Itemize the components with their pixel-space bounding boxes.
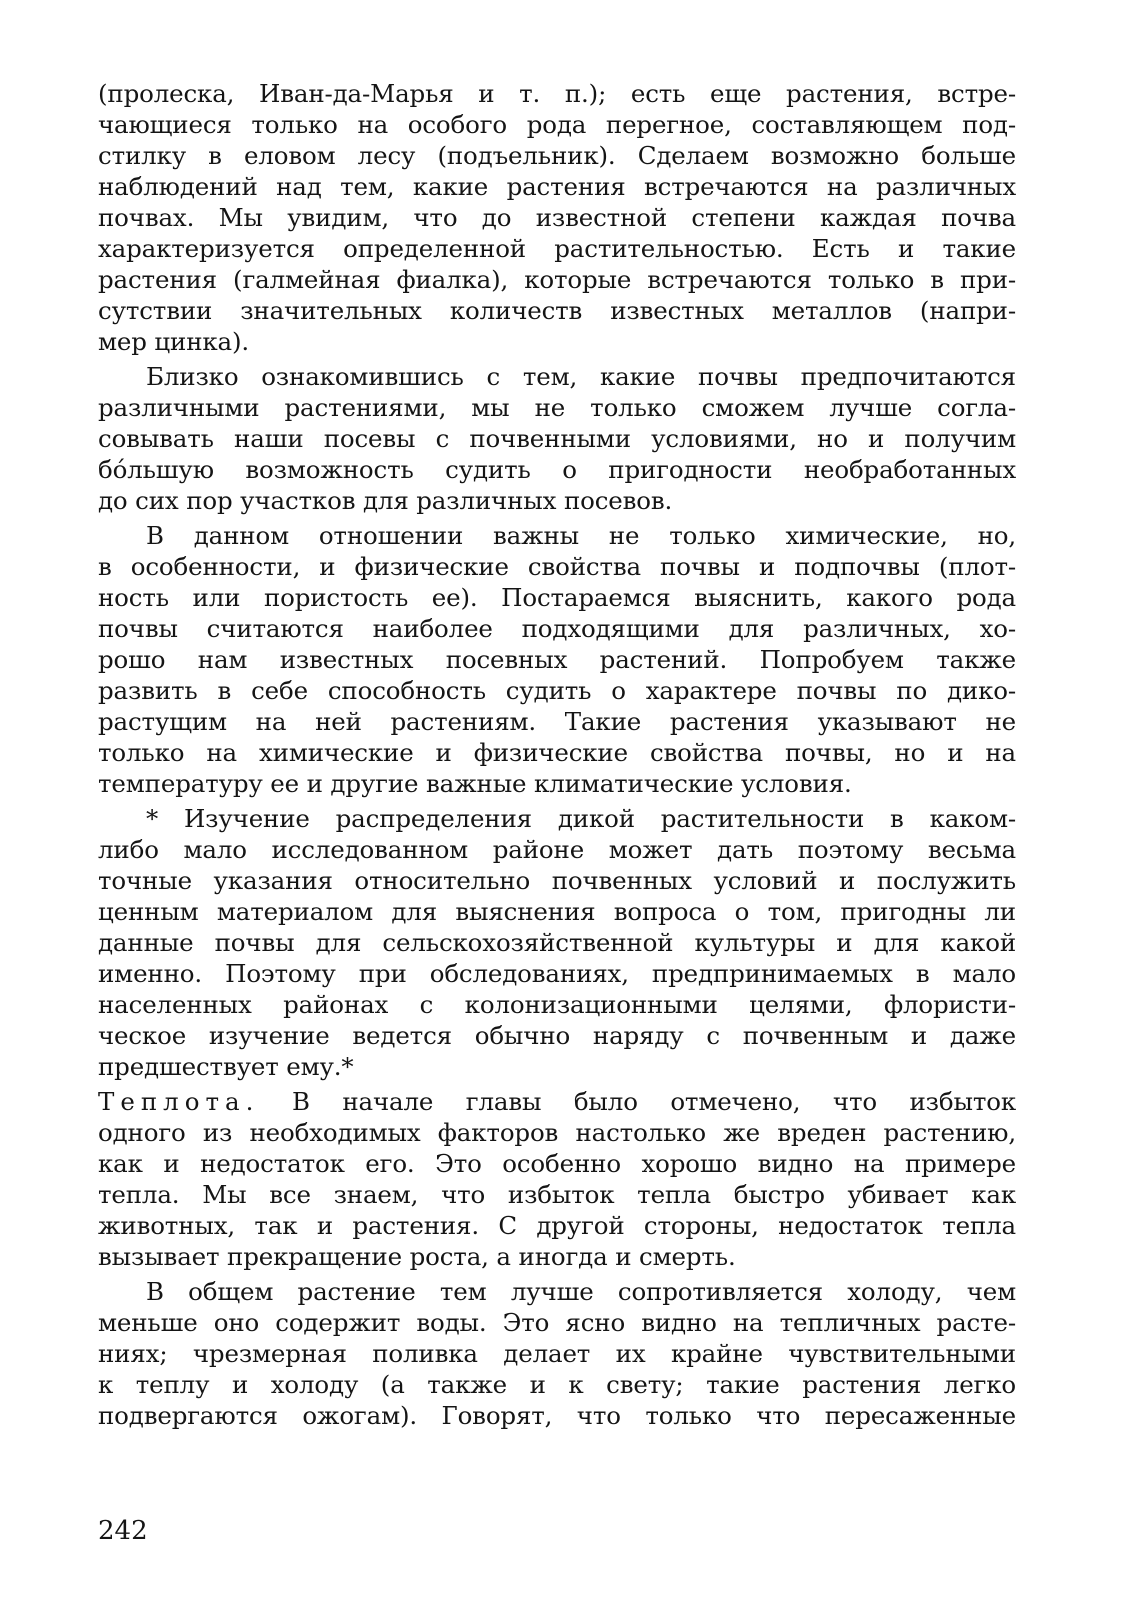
text-line: различными растениями, мы не только сможем лучше согла-	[98, 393, 1016, 422]
text-line: бóльшую возможность судить о пригодности необработанных	[98, 455, 1016, 484]
text-line: температуру ее и другие важные климатические условия.	[98, 769, 852, 798]
text-line: почвы считаются наиболее подходящими для различных, хо-	[98, 614, 1016, 643]
text-line: ниях; чрезмерная поливка делает их крайне чувствительными	[98, 1339, 1016, 1368]
text-line: именно. Поэтому при обследованиях, предпринимаемых в мало	[98, 959, 1016, 988]
text-line: только на химические и физические свойства почвы, но и на	[98, 738, 1016, 767]
page-body	[98, 78, 1016, 1431]
text-line: стилку в еловом лесу (подъельник). Сделаем возможно больше	[98, 141, 1016, 170]
text-line	[98, 1086, 1016, 1117]
text-line: населенных районах с колонизационными целями, флористи-	[98, 990, 1016, 1019]
text-line: животных, так и растения. С другой стороны, недостаток тепла	[98, 1211, 1016, 1240]
text-line: растения (галмейная фиалка), которые встречаются только в при-	[98, 265, 1016, 294]
text-line: предшествует ему.*	[98, 1052, 354, 1081]
text-line: В данном отношении важны не только химические, но,	[146, 521, 1016, 550]
text-line: тепла. Мы все знаем, что избыток тепла быстро убивает как	[98, 1180, 1016, 1209]
text-line: либо мало исследованном районе может дать поэтому весьма	[98, 835, 1016, 864]
text-line: развить в себе способность судить о характере почвы по дико-	[98, 676, 1016, 705]
paragraph-6	[98, 1276, 1016, 1431]
text-line: к теплу и холоду (а также и к свету; такие растения легко	[98, 1370, 1016, 1399]
text-line: наблюдений над тем, какие растения встречаются на различных	[98, 172, 1016, 201]
text-line-fragment: В начале главы было отмечено, что избыток	[259, 1087, 1016, 1116]
text-line: чающиеся только на особого рода перегное, составляющем под-	[98, 110, 1016, 139]
text-line: в особенности, и физические свойства почвы и подпочвы (плот-	[98, 552, 1016, 581]
text-line: В общем растение тем лучше сопротивляется холоду, чем	[146, 1277, 1016, 1306]
paragraph-3	[98, 520, 1016, 799]
paragraph-5	[98, 1086, 1016, 1272]
text-line: * Изучение распределения дикой растительности в каком-	[146, 804, 1016, 833]
text-line: совывать наши посевы с почвенными условиями, но и получим	[98, 424, 1016, 453]
text-line: одного из необходимых факторов настолько же вреден растению,	[98, 1118, 1016, 1147]
text-line: растущим на ней растениям. Такие растения указывают не	[98, 707, 1016, 736]
text-line: данные почвы для сельскохозяйственной культуры и для какой	[98, 928, 1016, 957]
text-line: сутствии значительных количеств известных металлов (напри-	[98, 296, 1016, 325]
paragraph-4	[98, 803, 1016, 1082]
text-line: характеризуется определенной растительностью. Есть и такие	[98, 234, 1016, 263]
text-line: Близко ознакомившись с тем, какие почвы предпочитаются	[146, 362, 1016, 391]
paragraph-1	[98, 78, 1016, 357]
text-line: рошо нам известных посевных растений. Попробуем также	[98, 645, 1016, 674]
text-line: как и недостаток его. Это особенно хорошо видно на примере	[98, 1149, 1016, 1178]
text-line: мер цинка).	[98, 327, 250, 356]
text-line: подвергаются ожогам). Говорят, что только что пересаженные	[98, 1401, 1016, 1430]
text-line: ность или пористость ее). Постараемся выяснить, какого рода	[98, 583, 1016, 612]
text-line: ценным материалом для выяснения вопроса о том, пригодны ли	[98, 897, 1016, 926]
text-line: меньше оно содержит воды. Это ясно видно на тепличных расте-	[98, 1308, 1016, 1337]
page-number: 242	[98, 1516, 148, 1546]
section-heading: Теплота.	[98, 1087, 260, 1116]
text-line: до сих пор участков для различных посевов.	[98, 486, 673, 515]
text-line: (пролеска, Иван-да-Марья и т. п.); есть еще растения, встре-	[98, 79, 1016, 108]
text-line: ческое изучение ведется обычно наряду с почвенным и даже	[98, 1021, 1016, 1050]
text-line: почвах. Мы увидим, что до известной степени каждая почва	[98, 203, 1016, 232]
paragraph-2	[98, 361, 1016, 516]
text-line: точные указания относительно почвенных условий и послужить	[98, 866, 1016, 895]
text-line: вызывает прекращение роста, а иногда и смерть.	[98, 1242, 736, 1271]
